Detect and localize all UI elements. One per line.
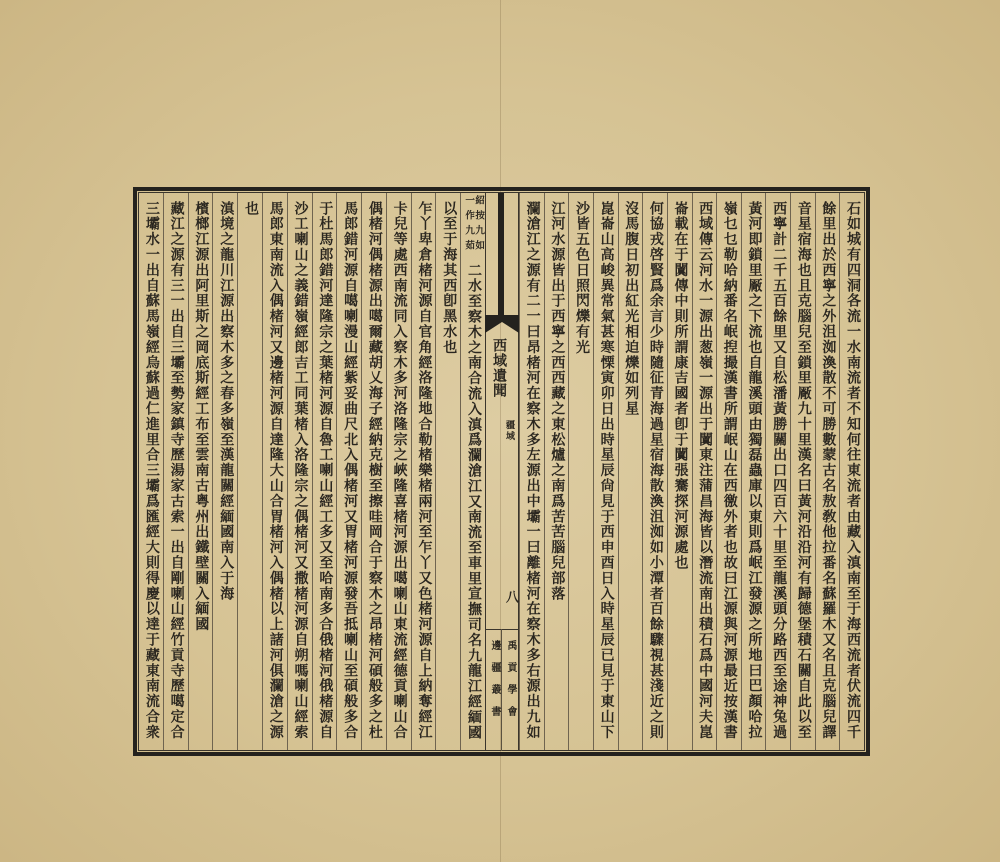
column-text: 沙工喇山之義錯嶺經郎吉工同葉楮入洛隆宗之偶楮河又撒楮河源自朔嗎喇山經索: [292, 201, 309, 740]
column-text: 卡兒等處西南流同入察木多河洛隆宗之峽隆喜楮河源出噶喇山東流經德貢喇山合: [391, 201, 408, 740]
column-text: 于杜馬郎錯河達隆宗之葉楮河源自魯工喇山經工多又至哈南多合俄楮河俄楮源自: [317, 201, 334, 740]
text-column: [237, 193, 262, 750]
text-column: [139, 193, 163, 750]
column-text: 嶺乜乜勒哈納番名岷揑撮漢書所謂岷山在西徼外者也故曰江源與河源最近按漢書: [721, 201, 738, 740]
text-column: [544, 193, 569, 750]
column-text: 二水至察木之南合流入滇爲瀾滄江又南流至車里宣撫司名九龍江經緬國: [466, 263, 482, 741]
column-text: 藏江之源有三一出自三壩至勢家鎮寺歷湯家古索一出自剛喇山經竹貢寺歷噶定合: [168, 201, 185, 740]
text-column: [361, 193, 386, 750]
column-text: 何協戎啓賢爲余言少時隨征青海過星宿海散渙沮洳如小潭者百餘驟視甚淺近之則: [647, 201, 664, 740]
publisher-label: 禹貢學會: [505, 640, 516, 728]
annotation-line: 紹按九如: [473, 195, 485, 255]
column-text: 偶楮河偶楮源出噶爾藏胡乂海子經納克樹至擦哇岡合于察木之昂楮河碩般多之杜: [366, 201, 383, 740]
section-label: 疆域: [504, 420, 514, 442]
text-column: [287, 193, 312, 750]
text-column: [336, 193, 361, 750]
text-column: [642, 193, 667, 750]
column-text: 崑崙山高峻異常氣甚寒慄寅卯日出時星辰尙見于西申酉日入時星辰已見于東山下: [598, 201, 615, 740]
column-text: 黃河即鎖里厰之下流也自龍溪頭由獨磊蟲庫以東則爲岷江發源之所地曰巴顏哈拉: [746, 201, 763, 740]
text-column: [212, 193, 237, 750]
column-text: 崙載在于闐傳中則所謂康吉國者卽于闐張騫探河源處也: [672, 201, 689, 571]
text-column: [815, 193, 840, 750]
text-column: [386, 193, 411, 750]
column-text: 石如城有四洞各流一水南流者不知何往東流者由藏入滇南至于海西流者伏流四千: [845, 201, 861, 740]
column-text: 西寧計二千五百餘里又自松潘黃勝關出口四百六十里至龍溪頭分路西至途神兔過: [771, 201, 788, 740]
column-text: 西域傳云河水一源出葱嶺一源出于闐東注蒲昌海皆以潛流南出積石爲中國河夫崑: [697, 201, 714, 740]
text-column: [460, 193, 485, 750]
text-column: [163, 193, 188, 750]
text-column: [765, 193, 790, 750]
text-column: [667, 193, 692, 750]
column-text: 三壩水一出自蘇馬嶺經烏蘇過仁進里合三壩爲匯經大則得慶以達于藏東南流合衆: [143, 201, 160, 740]
column-text: 瀾滄江之源有二一曰昂楮河在察木多左源出中壩一曰離楮河在察木多右源出九如: [524, 201, 541, 740]
text-column: [593, 193, 618, 750]
annotation-line: 一作九茹: [463, 195, 475, 255]
text-column: [618, 193, 643, 750]
column-text: 馬郎錯河源自噶喇漫山經紫妥曲尺北入偶楮河又胃楮河源發吾抵喇山至碩般多合: [342, 201, 359, 740]
column-text: 滇境之龍川江源出察木多之春多嶺至漢龍關經緬國南入于海: [218, 201, 235, 602]
text-column: [188, 193, 213, 750]
column-text: 乍丫卑倉楮河源自官角經洛隆地合勒楮樂楮兩河至乍丫又色楮河源自上納奪經江: [416, 201, 433, 740]
text-column: [312, 193, 337, 750]
page-number: 八: [503, 590, 518, 603]
text-column: [741, 193, 766, 750]
column-text: 馬郎東南流入偶楮河又邊楮河源自達隆大山合胃楮河入偶楮以上諸河俱瀾滄之源: [267, 201, 284, 740]
right-page: [519, 193, 864, 750]
fish-tail-icon: [485, 315, 519, 335]
elephant-trunk-bar: [498, 193, 504, 316]
column-text: 檳榔江源出阿里斯之岡底斯經工布至雲南古粤州出鐵壁關入緬國: [193, 201, 210, 633]
text-column: [519, 193, 544, 750]
text-column: [839, 193, 864, 750]
interlinear-annotation: [461, 193, 485, 257]
left-page: [139, 193, 485, 750]
text-column: [692, 193, 717, 750]
column-text: 音星宿海也且克腦兒至鎖里厰九十里漢名曰黃河沿沿河有歸德堡積石關自此以至: [795, 201, 812, 740]
fold-divider: [501, 629, 502, 751]
text-column: [568, 193, 593, 750]
running-title: 西域遺聞: [491, 338, 507, 398]
column-text: 餘里出於西寧之外沮洳渙散不可勝數蒙古名敖敎他拉番名蘇羅木又名且克腦兒譯: [820, 201, 837, 740]
text-column: [716, 193, 741, 750]
column-text: 也: [242, 201, 259, 217]
series-label: 邊疆叢書: [489, 640, 500, 728]
fold-divider: [485, 629, 519, 630]
text-column: [411, 193, 436, 750]
text-column: [790, 193, 815, 750]
text-column: [435, 193, 460, 750]
text-column: [262, 193, 287, 750]
column-text: 沙皆五色日照閃爍有光: [573, 201, 590, 355]
column-text: 以至于海其西卽黑水也: [441, 201, 458, 355]
column-text: 沒馬腹日初出紅光相迫爍如列星: [623, 201, 640, 417]
column-text: 江河水源皆出于西寧之西西藏之東松爐之南爲苦苦腦兒部落: [549, 201, 566, 602]
